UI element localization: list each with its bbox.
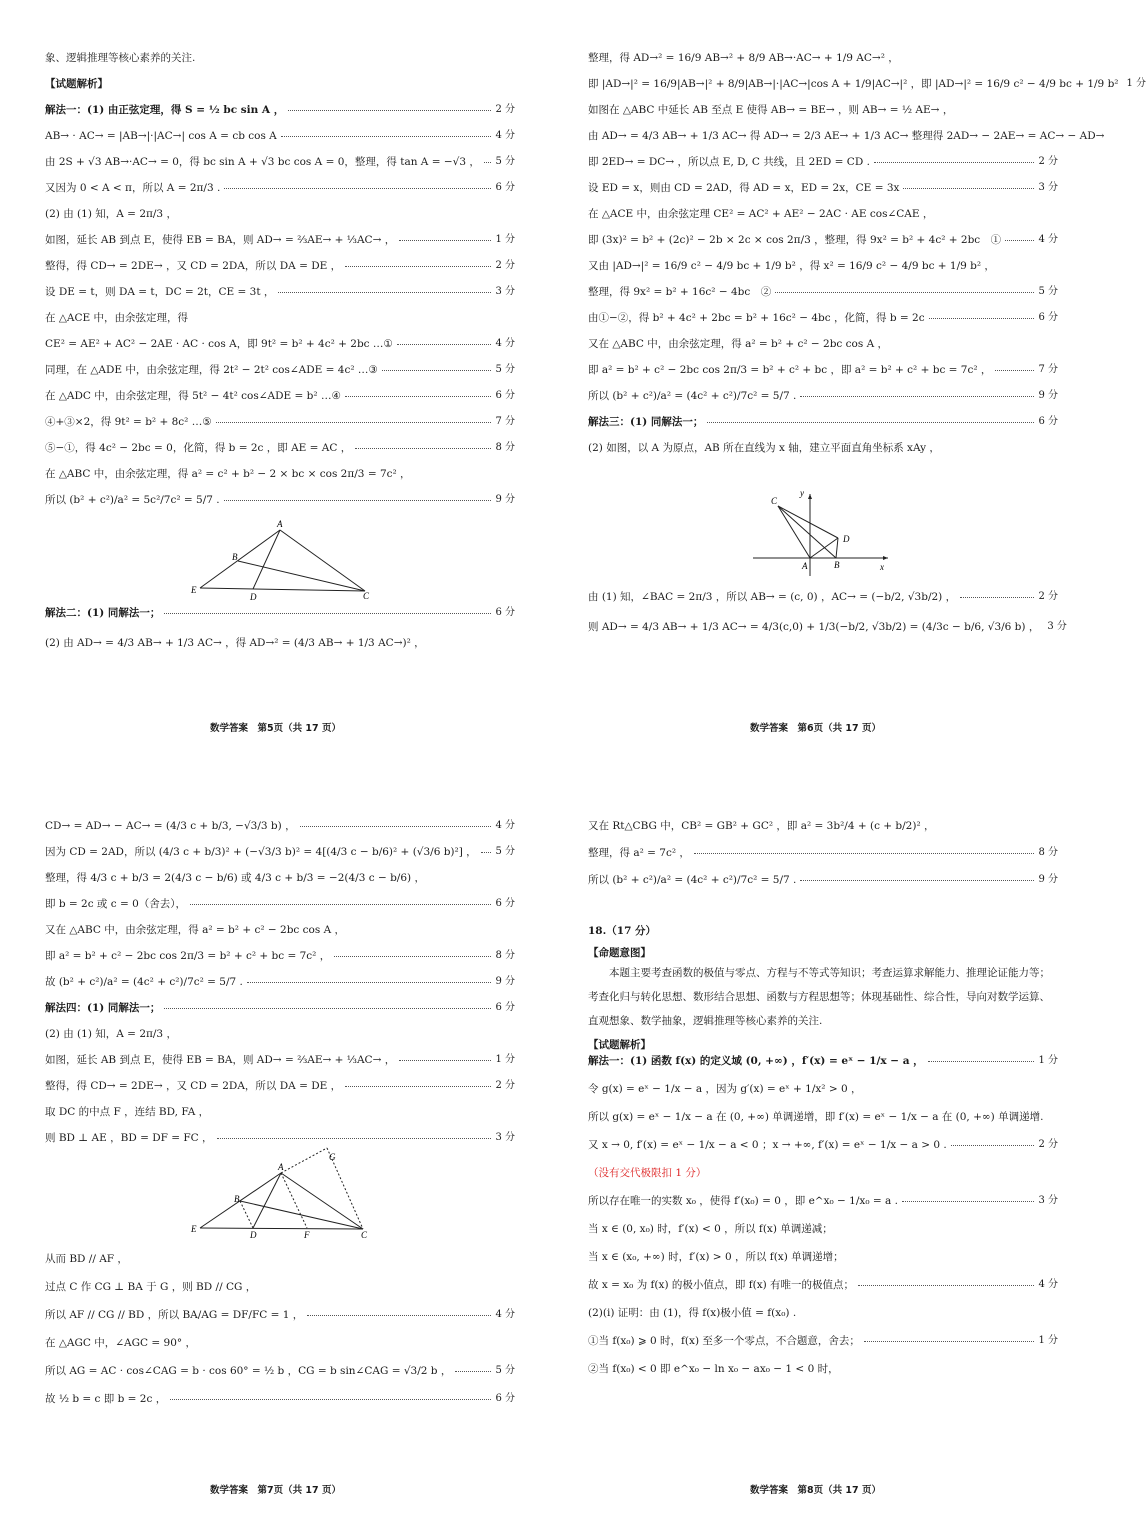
score-label: 4 分 bbox=[495, 338, 515, 349]
text-line bbox=[588, 1333, 1058, 1349]
text-line bbox=[588, 589, 1058, 605]
line-text: 即 |AD→|² = 16/9|AB→|² + 8/9|AB→|·|AC→|cos A + 1/9|AC→|² ，即 |AD→|² = 16/9 c² − 4/9 bc + 1/9 b² bbox=[588, 78, 1119, 90]
text-line bbox=[45, 440, 515, 456]
line-text: 解法四：(1) 同解法一； bbox=[45, 1002, 161, 1014]
text-line bbox=[45, 948, 515, 964]
score-label: 3 分 bbox=[1038, 1195, 1058, 1206]
text-line bbox=[588, 872, 1058, 888]
leader-dots bbox=[170, 1398, 491, 1400]
text-line bbox=[45, 414, 515, 430]
text-line bbox=[45, 180, 515, 196]
line-text: 即 b = 2c 或 c = 0（舍去）， bbox=[45, 898, 187, 910]
line-text: 又由 |AD→|² = 16/9 c² − 4/9 bc + 1/9 b² ，得 x² = 16/9 c² − 4/9 bc + 1/9 b² ， bbox=[588, 260, 995, 272]
score-label: 6 分 bbox=[495, 390, 515, 401]
line-text: 设 ED = x，则由 CD = 2AD，得 AD = x，ED = 2x，CE = 3x bbox=[588, 182, 900, 194]
text-line bbox=[588, 362, 1058, 378]
line-text: (2) 由 (1) 知，A = 2π/3 ， bbox=[45, 1028, 177, 1040]
label-B: B bbox=[232, 552, 238, 562]
leader-dots bbox=[951, 1144, 1035, 1146]
line-text: 所以 (b² + c²)/a² = 5c²/7c² = 5/7 . bbox=[45, 494, 220, 506]
line-text: 象、逻辑推理等核心素养的关注. bbox=[45, 52, 196, 64]
score-label: 4 分 bbox=[495, 820, 515, 831]
text-line bbox=[45, 154, 515, 170]
text-line bbox=[588, 310, 1058, 326]
line-text: 故 x = x₀ 为 f(x) 的极小值点，即 f(x) 有唯一的极值点； bbox=[588, 1279, 855, 1291]
line-text: 整理，得 4/3 c + b/3 = 2(4/3 c − b/6) 或 4/3 c + b/3 = −2(4/3 c − b/6) ， bbox=[45, 872, 425, 884]
text-line bbox=[45, 128, 515, 144]
line-text: 【试题解析】 bbox=[45, 78, 108, 90]
score-label: 1 分 bbox=[495, 234, 515, 245]
line-text: 在 △ADC 中，由余弦定理，得 5t² − 4t² cos∠ADE = b² …④ bbox=[45, 390, 341, 402]
text-line bbox=[45, 1279, 515, 1295]
line-text: 整理，得 a² = 7c² ， bbox=[588, 847, 690, 859]
leader-dots bbox=[288, 109, 491, 111]
page-8-body-2 bbox=[588, 1053, 1058, 1377]
score-label: 4 分 bbox=[495, 1309, 515, 1320]
text-line bbox=[45, 974, 515, 990]
score-label: 2 分 bbox=[1038, 1139, 1058, 1150]
text-line bbox=[588, 50, 1058, 66]
score-label: 5 分 bbox=[495, 156, 515, 167]
leader-dots bbox=[694, 852, 1035, 854]
line-text: ⑤−①，得 4c² − 2bc = 0，化简，得 b = 2c ，即 AE = AC ， bbox=[45, 442, 352, 454]
text-line bbox=[588, 1305, 1058, 1321]
line-text: (2) 由 AD→ = 4/3 AB→ + 1/3 AC→ ，得 AD→² = (4/3 AB→ + 1/3 AC→)² ， bbox=[45, 637, 425, 649]
line-text: 即 a² = b² + c² − 2bc cos 2π/3 = b² + c² + bc = 7c² ， bbox=[45, 950, 331, 962]
line-text: (2) 如图，以 A 为原点，AB 所在直线为 x 轴，建立平面直角坐标系 xAy ， bbox=[588, 442, 940, 454]
line-text: 所以 (b² + c²)/a² = (4c² + c²)/7c² = 5/7 . bbox=[588, 390, 797, 402]
page-5-footer: 数学答案 第5页（共 17 页） bbox=[210, 723, 341, 734]
leader-dots bbox=[217, 1137, 492, 1139]
label-D: D bbox=[250, 1230, 257, 1240]
text-line bbox=[588, 1361, 1058, 1377]
score-label: 5 分 bbox=[495, 846, 515, 857]
label-G: G bbox=[329, 1152, 336, 1162]
line-text: 又在 △ABC 中，由余弦定理，得 a² = b² + c² − 2bc cos A ， bbox=[45, 924, 345, 936]
score-label: 1 分 bbox=[495, 1054, 515, 1065]
line-text: 如图，延长 AB 到点 E，使得 EB = BA，则 AD→ = ⅔AE→ + ⅓AC→ ， bbox=[45, 1054, 396, 1066]
text-line bbox=[45, 1391, 515, 1407]
line-text: 故 (b² + c²)/a² = (4c² + c²)/7c² = 5/7 . bbox=[45, 976, 243, 988]
label-B: B bbox=[234, 1194, 240, 1204]
text-line bbox=[588, 619, 1067, 635]
edge-BC bbox=[240, 1201, 363, 1229]
score-label: 4 分 bbox=[1038, 234, 1058, 245]
text-line bbox=[45, 206, 515, 222]
score-label: 7 分 bbox=[1038, 364, 1058, 375]
text-line bbox=[45, 466, 515, 482]
leader-dots bbox=[455, 1370, 491, 1372]
text-line bbox=[588, 128, 1105, 144]
text-line bbox=[45, 1335, 515, 1351]
leader-dots bbox=[190, 903, 491, 905]
page-8-body bbox=[588, 818, 1058, 888]
line-text: 所以 AF // CG // BD ，所以 BA/AG = DF/FC = 1 ， bbox=[45, 1309, 304, 1321]
label-A: A bbox=[277, 519, 283, 529]
page-5-method2 bbox=[45, 605, 515, 651]
text-line bbox=[45, 1307, 515, 1323]
text-line bbox=[45, 76, 515, 92]
leader-dots bbox=[247, 981, 492, 983]
score-label: 1 分 bbox=[1038, 1055, 1058, 1066]
line-text: 整理，得 9x² = b² + 16c² − 4bc ② bbox=[588, 286, 772, 298]
label-D: D bbox=[843, 534, 850, 544]
text-line bbox=[45, 362, 515, 378]
edge-AD bbox=[253, 1173, 281, 1228]
y-axis-arrow bbox=[808, 494, 812, 499]
line-text: 则 AD→ = 4/3 AB→ + 1/3 AC→ = 4/3(c,0) + 1/3(−b/2, √3b/2) = (4/3c − b/6, √3/6 b) ， bbox=[588, 621, 1040, 633]
line-text: 如图，延长 AB 到点 E，使得 EB = BA，则 AD→ = ⅔AE→ + ⅓AC→ ， bbox=[45, 234, 396, 246]
leader-dots bbox=[800, 879, 1034, 881]
text-line bbox=[45, 1052, 515, 1068]
text-line bbox=[45, 232, 515, 248]
leader-dots bbox=[864, 1340, 1035, 1342]
text-line bbox=[588, 1249, 1058, 1265]
line-text: 解法二：(1) 同解法一； bbox=[45, 607, 161, 619]
edge-EA bbox=[200, 530, 280, 588]
score-label: 9 分 bbox=[495, 494, 515, 505]
leader-dots bbox=[355, 447, 491, 449]
line-text: ②当 f(x₀) < 0 即 e^x₀ − ln x₀ − ax₀ − 1 < 0 时， bbox=[588, 1363, 839, 1375]
leader-dots bbox=[800, 395, 1034, 397]
text-line bbox=[588, 1053, 1058, 1069]
score-label: 2 分 bbox=[495, 260, 515, 271]
leader-dots bbox=[334, 955, 491, 957]
line-text: 整得，得 CD→ = 2DE→ ，又 CD = 2DA，所以 DA = DE ， bbox=[45, 1080, 342, 1092]
line-text: 又因为 0 < A < π，所以 A = 2π/3 . bbox=[45, 182, 221, 194]
leader-dots bbox=[224, 187, 491, 189]
text-line bbox=[45, 870, 515, 886]
edge-AC bbox=[280, 530, 365, 591]
line-text: AB→ · AC→ = |AB→|·|AC→| cos A = cb cos A bbox=[45, 130, 277, 142]
leader-dots bbox=[903, 187, 1034, 189]
line-text: 又 x → 0, f′(x) = eˣ − 1/x − a < 0 ；x → +∞, f′(x) = eˣ − 1/x − a > 0 . bbox=[588, 1139, 947, 1151]
text-line bbox=[45, 605, 515, 621]
page-8-footer: 数学答案 第8页（共 17 页） bbox=[750, 1485, 881, 1496]
text-line bbox=[45, 102, 515, 118]
text-line bbox=[588, 76, 1146, 92]
score-label: 5 分 bbox=[1038, 286, 1058, 297]
edge-AG bbox=[281, 1148, 327, 1173]
score-label: 9 分 bbox=[1038, 390, 1058, 401]
line-text: 在 △ABC 中，由余弦定理，得 a² = c² + b² − 2 × bc × cos 2π/3 = 7c² ， bbox=[45, 468, 411, 480]
text-line bbox=[588, 1165, 1058, 1181]
page-7-footer: 数学答案 第7页（共 17 页） bbox=[210, 1485, 341, 1496]
line-text: 所以 AG = AC · cos∠CAG = b · cos 60° = ½ b ，CG = b sin∠CAG = √3/2 b ， bbox=[45, 1365, 452, 1377]
label-F: F bbox=[304, 1230, 310, 1240]
edge-AC bbox=[281, 1173, 363, 1229]
text-line bbox=[588, 206, 1058, 222]
page-7-body-2 bbox=[45, 1251, 515, 1407]
text-line bbox=[588, 284, 1058, 300]
score-label: 6 分 bbox=[1038, 312, 1058, 323]
leader-dots bbox=[707, 421, 1034, 423]
text-line bbox=[45, 310, 515, 326]
score-label: 6 分 bbox=[495, 898, 515, 909]
line-text: 所以存在唯一的实数 x₀ ，使得 f′(x₀) = 0 ，即 e^x₀ − 1/x₀ = a . bbox=[588, 1195, 898, 1207]
score-label: 4 分 bbox=[1038, 1279, 1058, 1290]
leader-dots bbox=[164, 612, 491, 614]
edge-AF bbox=[281, 1173, 307, 1228]
label-C: C bbox=[771, 496, 778, 506]
label-y: y bbox=[800, 488, 804, 498]
edge-EC bbox=[200, 588, 365, 591]
line-text: 又在 △ABC 中，由余弦定理，得 a² = b² + c² − 2bc cos A ， bbox=[588, 338, 888, 350]
text-line bbox=[588, 1137, 1058, 1153]
label-D: D bbox=[250, 592, 257, 602]
edge-AD bbox=[810, 538, 838, 558]
triangle-figure-1 bbox=[45, 518, 515, 602]
score-label: 3 分 bbox=[495, 1132, 515, 1143]
line-text: CE² = AE² + AC² − 2AE · AC · cos A，即 9t² = b² + 4c² + 2bc …① bbox=[45, 338, 393, 350]
line-text: 即 a² = b² + c² − 2bc cos 2π/3 = b² + c² + bc ，即 a² = b² + c² + bc = 7c² ， bbox=[588, 364, 992, 376]
leader-dots bbox=[397, 343, 492, 345]
text-line bbox=[45, 1251, 515, 1267]
leader-dots bbox=[399, 1059, 491, 1061]
line-text: 当 x ∈ (0, x₀) 时，f′(x) < 0 ，所以 f(x) 单调递减； bbox=[588, 1223, 833, 1235]
line-text: 由 2S + √3 AB→·AC→ = 0，得 bc sin A + √3 bc cos A = 0，整理，得 tan A = −√3 ， bbox=[45, 156, 480, 168]
score-label: 2 分 bbox=[1038, 156, 1058, 167]
score-label: 8 分 bbox=[495, 950, 515, 961]
score-label: 5 分 bbox=[495, 364, 515, 375]
line-text: 所以 g(x) = eˣ − 1/x − a 在 (0, +∞) 单调递增，即 f′(x) = eˣ − 1/x − a 在 (0, +∞) 单调递增. bbox=[588, 1111, 1044, 1123]
score-label: 8 分 bbox=[1038, 847, 1058, 858]
line-text: 设 DE = t，则 DA = t，DC = 2t，CE = 3t ， bbox=[45, 286, 275, 298]
line-text: 即 (3x)² = b² + (2c)² − 2b × 2c × cos 2π/3 ，整理，得 9x² = b² + 4c² + 2bc ① bbox=[588, 234, 1002, 246]
page-7 bbox=[45, 818, 515, 1419]
text-line bbox=[45, 1363, 515, 1379]
coordinate-figure bbox=[588, 466, 1058, 586]
text-line bbox=[45, 1130, 515, 1146]
line-text: 则 BD ⊥ AE ，BD = DF = FC ， bbox=[45, 1132, 213, 1144]
text-line bbox=[588, 1081, 1058, 1097]
text-line bbox=[588, 1277, 1058, 1293]
edge-CA bbox=[778, 506, 810, 558]
text-line bbox=[588, 180, 1058, 196]
text-line bbox=[588, 232, 1058, 248]
line-text: 解法一：(1) 由正弦定理，得 S = ½ bc sin A ， bbox=[45, 104, 285, 116]
text-line bbox=[45, 1000, 515, 1016]
score-label: 6 分 bbox=[495, 1393, 515, 1404]
text-line bbox=[588, 818, 1058, 834]
leader-dots bbox=[775, 291, 1034, 293]
page-5 bbox=[45, 50, 515, 665]
page-6-footer: 数学答案 第6页（共 17 页） bbox=[750, 723, 881, 734]
leader-dots bbox=[224, 499, 492, 501]
score-label: 6 分 bbox=[1038, 416, 1058, 427]
line-text: 所以 (b² + c²)/a² = (4c² + c²)/7c² = 5/7 . bbox=[588, 874, 797, 886]
score-label: 9 分 bbox=[1038, 874, 1058, 885]
line-text: 同理，在 △ADE 中，由余弦定理，得 2t² − 2t² cos∠ADE = 4c² …③ bbox=[45, 364, 378, 376]
text-line bbox=[588, 845, 1058, 861]
page-5-body bbox=[45, 50, 515, 508]
line-text: 解法三：(1) 同解法一； bbox=[588, 416, 704, 428]
text-line bbox=[588, 388, 1058, 404]
leader-dots bbox=[1005, 239, 1034, 241]
line-text: 因为 CD = 2AD，所以 (4/3 c + b/3)² + (−√3/3 b)² = 4[(4/3 c − b/6)² + (√3/6 b)²] ， bbox=[45, 846, 477, 858]
line-text: 又在 Rt△CBG 中，CB² = GB² + GC² ，即 a² = 3b²/4 + (c + b/2)² ， bbox=[588, 820, 935, 832]
text-line bbox=[45, 635, 515, 651]
text-line bbox=[45, 896, 515, 912]
line-text: CD→ = AD→ − AC→ = (4/3 c + b/3, −√3/3 b) ， bbox=[45, 820, 296, 832]
x-axis-arrow bbox=[883, 556, 888, 560]
edge-BD bbox=[836, 538, 838, 558]
line-text: 由 AD→ = 4/3 AB→ + 1/3 AC→ 得 AD→ = 2/3 AE→ + 1/3 AC→ 整理得 2AD→ − 2AE→ = AC→ − AD→ bbox=[588, 130, 1105, 142]
text-line bbox=[588, 1221, 1058, 1237]
page-6-body bbox=[588, 50, 1146, 456]
text-line bbox=[45, 284, 515, 300]
triangle-figure-2 bbox=[45, 1152, 515, 1248]
line-text: （没有交代极限扣 1 分） bbox=[588, 1167, 707, 1179]
label-x: x bbox=[880, 562, 884, 572]
leader-dots bbox=[307, 1314, 491, 1316]
line-text: 由①−②，得 b² + 4c² + 2bc = b² + 16c² − 4bc ，化简，得 b = 2c bbox=[588, 312, 925, 324]
text-line bbox=[45, 258, 515, 274]
line-text: ④+③×2，得 9t² = b² + 8c² …⑤ bbox=[45, 416, 212, 428]
text-line bbox=[45, 50, 515, 66]
leader-dots bbox=[902, 1200, 1035, 1202]
leader-dots bbox=[858, 1284, 1034, 1286]
intent-paragraph: 本题主要考查函数的极值与零点、方程与不等式等知识；考查运算求解能力、推理论证能力等；考查化归与转化思想、数形结合思想、函数与方程思想等；体现基础性、综合性，导向对数学运算、直观想象、数学抽象，逻辑推理等核心素养的关注. bbox=[588, 967, 1050, 1027]
edge-BD bbox=[240, 1201, 253, 1228]
line-text: 整得，得 CD→ = 2DE→ ，又 CD = 2DA，所以 DA = DE ， bbox=[45, 260, 342, 272]
score-label: 4 分 bbox=[495, 130, 515, 141]
line-text: 当 x ∈ (x₀, +∞) 时，f′(x) > 0 ，所以 f(x) 单调递增； bbox=[588, 1251, 844, 1263]
score-label: 9 分 bbox=[495, 976, 515, 987]
line-text: 即 2ED→ = DC→ ，所以点 E, D, C 共线，且 2ED = CD . bbox=[588, 156, 870, 168]
text-line bbox=[45, 1104, 515, 1120]
leader-dots bbox=[300, 825, 492, 827]
line-text: 如图在 △ABC 中延长 AB 至点 E 使得 AB→ = BE→ ，则 AB→ = ½ AE→ ， bbox=[588, 104, 954, 116]
text-line bbox=[588, 336, 1058, 352]
page-8 bbox=[588, 818, 1058, 1389]
label-E: E bbox=[191, 1224, 197, 1234]
label-A: A bbox=[278, 1162, 284, 1172]
score-label: 2 分 bbox=[495, 104, 515, 115]
leader-dots bbox=[874, 161, 1035, 163]
leader-dots bbox=[278, 291, 491, 293]
text-line bbox=[588, 414, 1058, 430]
analysis-title: 【试题解析】 bbox=[588, 1039, 651, 1051]
page-6 bbox=[588, 50, 1146, 649]
line-text: 令 g(x) = eˣ − 1/x − a ，因为 g′(x) = eˣ + 1/x² > 0 ， bbox=[588, 1083, 862, 1095]
edge-BC bbox=[238, 561, 365, 591]
leader-dots bbox=[345, 265, 491, 267]
score-label: 6 分 bbox=[495, 182, 515, 193]
question-18-heading: 18.（17 分） bbox=[588, 925, 657, 937]
leader-dots bbox=[164, 1007, 491, 1009]
text-line bbox=[588, 102, 1058, 118]
text-line bbox=[588, 154, 1058, 170]
leader-dots bbox=[281, 135, 492, 137]
text-line bbox=[45, 1026, 515, 1042]
label-B: B bbox=[834, 560, 840, 570]
score-label: 6 分 bbox=[495, 607, 515, 618]
edge-EA bbox=[200, 1173, 281, 1228]
leader-dots bbox=[481, 851, 492, 853]
line-text: (2) 由 (1) 知，A = 2π/3 ， bbox=[45, 208, 177, 220]
line-text: 由 (1) 知，∠BAC = 2π/3 ，所以 AB→ = (c, 0) ，AC→ = (−b/2, √3b/2) ， bbox=[588, 591, 957, 603]
text-line bbox=[588, 440, 1058, 456]
leader-dots bbox=[345, 395, 492, 397]
leader-dots bbox=[960, 596, 1034, 598]
line-text: 在 △ACE 中，由余弦定理，得 bbox=[45, 312, 189, 324]
leader-dots bbox=[216, 421, 492, 423]
line-text: ①当 f(x₀) ⩾ 0 时，f(x) 至多一个零点，不合题意，舍去； bbox=[588, 1335, 860, 1347]
label-C: C bbox=[361, 1230, 368, 1240]
label-E: E bbox=[191, 585, 197, 595]
line-text: 取 DC 的中点 F ，连结 BD, FA ， bbox=[45, 1106, 210, 1118]
leader-dots bbox=[995, 369, 1034, 371]
line-text: 在 △ACE 中，由余弦定理 CE² = AC² + AE² − 2AC · AE cos∠CAE ， bbox=[588, 208, 934, 220]
line-text: 在 △AGC 中，∠AGC = 90° ， bbox=[45, 1337, 196, 1349]
leader-dots bbox=[484, 161, 492, 163]
line-text: 从而 BD // AF ， bbox=[45, 1253, 128, 1265]
score-label: 1 分 bbox=[1126, 78, 1146, 89]
score-label: 3 分 bbox=[1038, 182, 1058, 193]
line-text: (2)(i) 证明：由 (1)，得 f(x)极小值 = f(x₀) . bbox=[588, 1307, 797, 1319]
label-A: A bbox=[802, 561, 808, 571]
leader-dots bbox=[928, 1060, 1035, 1062]
line-text: 故 ½ b = c 即 b = 2c ， bbox=[45, 1393, 167, 1405]
text-line bbox=[45, 818, 515, 834]
score-label: 3 分 bbox=[495, 286, 515, 297]
label-C: C bbox=[363, 591, 370, 601]
leader-dots bbox=[382, 369, 492, 371]
text-line bbox=[45, 492, 515, 508]
text-line bbox=[45, 1078, 515, 1094]
leader-dots bbox=[345, 1085, 491, 1087]
score-label: 3 分 bbox=[1047, 621, 1067, 632]
intent-title: 【命题意图】 bbox=[588, 947, 651, 959]
text-line bbox=[588, 258, 1058, 274]
line-text: 过点 C 作 CG ⊥ BA 于 G ，则 BD // CG ， bbox=[45, 1281, 257, 1293]
score-label: 7 分 bbox=[495, 416, 515, 427]
score-label: 1 分 bbox=[1038, 1335, 1058, 1346]
score-label: 2 分 bbox=[495, 1080, 515, 1091]
score-label: 8 分 bbox=[495, 442, 515, 453]
page-7-body bbox=[45, 818, 515, 1146]
text-line bbox=[45, 922, 515, 938]
page-6-body-2 bbox=[588, 589, 1067, 635]
score-label: 5 分 bbox=[495, 1365, 515, 1376]
text-line bbox=[45, 388, 515, 404]
text-line bbox=[588, 1193, 1058, 1209]
edge-AD bbox=[253, 530, 280, 589]
leader-dots bbox=[929, 317, 1035, 319]
score-label: 2 分 bbox=[1038, 591, 1058, 602]
line-text: 解法一：(1) 函数 f(x) 的定义域 (0, +∞) ，f′(x) = eˣ − 1/x − a ， bbox=[588, 1055, 924, 1067]
score-label: 6 分 bbox=[495, 1002, 515, 1013]
text-line bbox=[45, 336, 515, 352]
leader-dots bbox=[399, 239, 491, 241]
text-line bbox=[588, 1109, 1058, 1125]
text-line bbox=[45, 844, 515, 860]
edge-EC bbox=[200, 1228, 363, 1229]
line-text: 整理，得 AD→² = 16/9 AB→² + 8/9 AB→·AC→ + 1/9 AC→² ， bbox=[588, 52, 899, 64]
